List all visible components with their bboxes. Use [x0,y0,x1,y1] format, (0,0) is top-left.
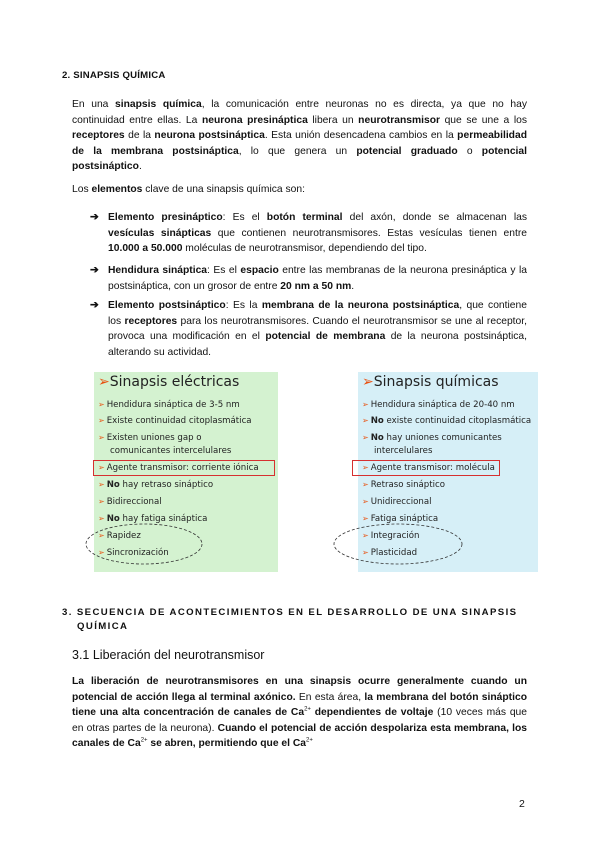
triangle-bullet-icon: ➢ [98,463,105,472]
panel-list-item: ➢ Fatiga sináptica [362,514,439,524]
bullet-elemento-presinaptico: ➔ Elemento presináptico: Es el botón terminal del axón, donde se almacenan las vesículas sinápticas que contienen neurotransmisores. Estas vesículas tienen entre 10.000 a 50.000 moléculas de neurotransmisor, dependiendo del tipo. [90,212,527,254]
highlight-box [352,460,500,476]
panel-list-item: ➢ Agente transmisor: corriente iónica [98,463,259,473]
panel-list-item: ➢ No hay uniones comunicantes [362,433,502,443]
section-3-heading: 3. SECUENCIA DE ACONTECIMIENTOS EN EL DESARROLLO DE UNA SINAPSIS QUÍMICA [62,607,518,632]
triangle-bullet-icon: ➢ [98,531,105,540]
panel-sinapsis-electricas [94,372,278,572]
page-number: 2 [519,798,525,810]
panel-list-item: ➢ No hay fatiga sináptica [98,514,208,524]
panel-list-item: ➢ Existe continuidad citoplasmática [98,416,252,426]
panel-list-item: ➢ Bidireccional [98,497,162,507]
triangle-bullet-icon: ➢ [362,497,369,506]
panel-list-item: ➢ Sincronización [98,548,169,558]
triangle-bullet-icon: ➢ [98,400,105,409]
triangle-bullet-icon: ➢ [362,514,369,523]
triangle-bullet-icon: ➢ [98,497,105,506]
triangle-bullet-icon: ➢ [362,433,369,442]
triangle-bullet-icon: ➢ [98,374,110,390]
paragraph-sinapsis-quimica: En una sinapsis química, la comunicación entre neuronas no es directa, ya que no hay continuidad entre ellas. La neurona presináptica libera un neurotransmisor que se une a los receptores de la neurona postsináptica. Esta unión desencadena cambios en la permeabilidad de la membrana postsináptica, lo que genera un potencial graduado o potencial postsináptico. [72,99,528,172]
panel-list-item: ➢ No existe continuidad citoplasmática [362,416,532,426]
bullet-elemento-postsinaptico: ➔ Elemento postsináptico: Es la membrana de la neurona postsináptica, que contiene los receptores para los neurotransmisores. Cuando el neurotransmisor se une al receptor, provoca una modificación en el potencial de membrana de la neurona postsináptica, alterando su actividad. [90,300,527,358]
panel-list-item: ➢ Retraso sináptico [362,480,445,490]
triangle-bullet-icon: ➢ [98,514,105,523]
triangle-bullet-icon: ➢ [98,416,105,425]
panel-list-item: intercelulares [374,446,433,456]
panel-list-item: comunicantes intercelulares [110,446,232,456]
paragraph-liberacion: La liberación de neurotransmisores en una sinapsis ocurre generalmente cuando un potencial de acción llega al terminal axónico. En esta área, la membrana del botón sináptico tiene una alta concentración de canales de $Ca^{2+}$ dependientes de voltaje (10 veces más que en otras partes de la neurona). Cuando el potencial de acción despolariza esta membrana, los canales de $Ca^{2+}$ se abren, permitiendo que el $Ca^{2+}$ [72,676,528,749]
triangle-bullet-icon: ➢ [98,480,105,489]
bullet-hendidura-sinaptica: ➔ Hendidura sináptica: Es el espacio entre las membranas de la neurona presináptica y la postsináptica, con un grosor de entre 20 nm a 50 nm. [90,265,528,292]
paragraph-elementos: Los elementos clave de una sinapsis química son: [72,184,305,195]
triangle-bullet-icon: ➢ [98,433,105,442]
panel-sinapsis-quimicas [358,372,538,572]
panel-list-item: ➢ Plasticidad [362,548,418,558]
arrow-icon: ➔ [90,265,99,276]
arrow-icon: ➔ [90,300,99,311]
triangle-bullet-icon: ➢ [362,400,369,409]
panel-title: ➢Sinapsis químicas [362,374,499,390]
section-2-heading: 2. SINAPSIS QUÍMICA [62,70,166,81]
triangle-bullet-icon: ➢ [362,548,369,557]
panel-list-item: ➢ Hendidura sináptica de 20-40 nm [362,400,515,410]
panel-list-item: ➢ Unidireccional [362,497,432,507]
triangle-bullet-icon: ➢ [362,374,374,390]
subheading-liberacion: 3.1 Liberación del neurotransmisor [72,648,265,662]
panel-list-item: ➢ Rapidez [98,531,141,541]
panel-list-item: ➢ No hay retraso sináptico [98,480,214,490]
panel-list-item: ➢ Existen uniones gap o [98,433,202,443]
triangle-bullet-icon: ➢ [362,531,369,540]
triangle-bullet-icon: ➢ [98,548,105,557]
highlight-box [93,460,275,476]
triangle-bullet-icon: ➢ [362,480,369,489]
triangle-bullet-icon: ➢ [362,463,369,472]
dashed-ellipse [94,522,278,572]
panel-list-item: ➢ Integración [362,531,420,541]
arrow-icon: ➔ [90,212,99,223]
triangle-bullet-icon: ➢ [362,416,369,425]
panel-title: ➢Sinapsis eléctricas [98,374,240,390]
panel-list-item: ➢ Hendidura sináptica de 3-5 nm [98,400,240,410]
panel-list-item: ➢ Agente transmisor: molécula [362,463,495,473]
dashed-ellipse [358,522,538,572]
